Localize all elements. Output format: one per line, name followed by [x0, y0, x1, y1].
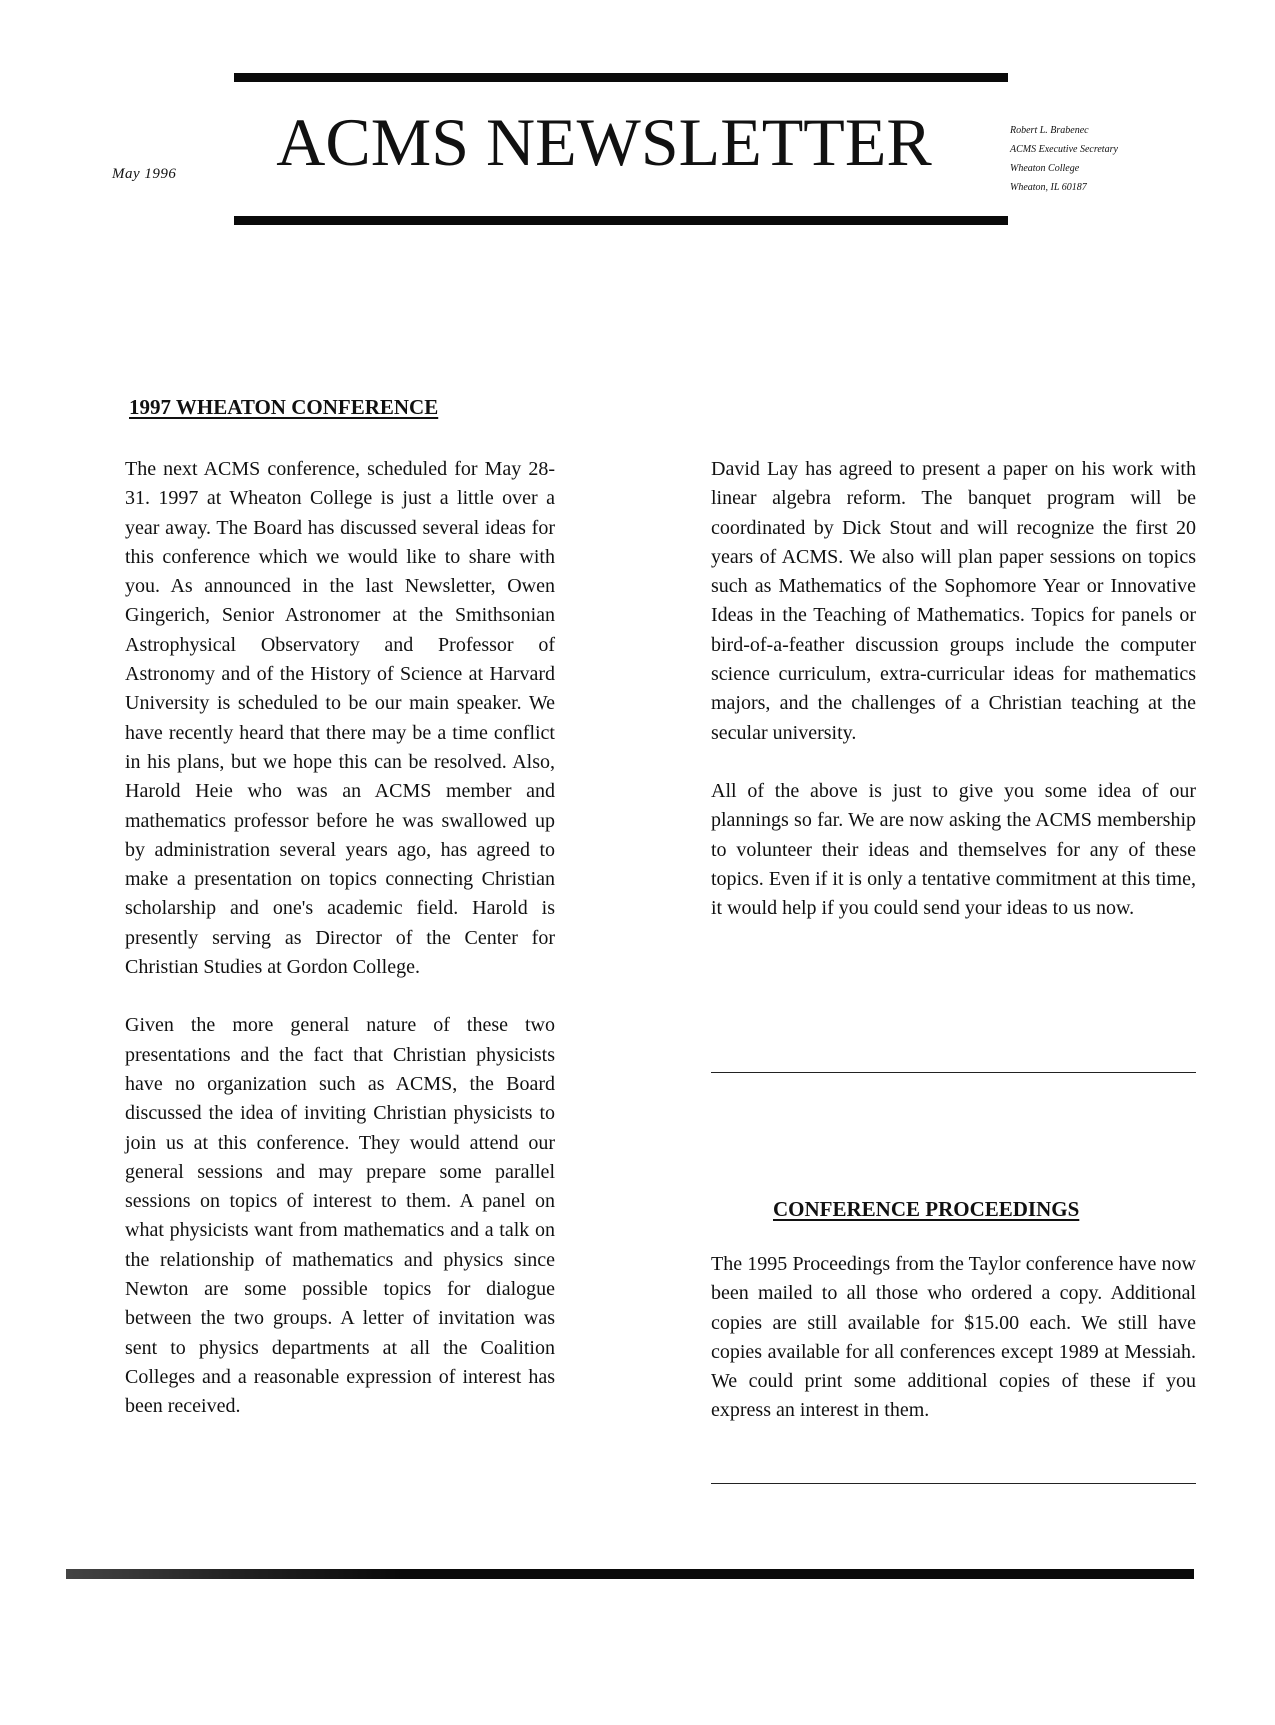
section-divider — [711, 1072, 1196, 1073]
section-title-conference-proceedings: CONFERENCE PROCEEDINGS — [773, 1197, 1080, 1221]
newsletter-title: ACMS NEWSLETTER — [276, 104, 932, 180]
address-line-name: Robert L. Brabenec — [1010, 125, 1089, 136]
issue-date: May 1996 — [112, 166, 177, 182]
masthead-top-rule — [234, 73, 1008, 82]
section-title-wheaton-conference: 1997 WHEATON CONFERENCE — [129, 395, 439, 419]
article-paragraph: Given the more general nature of these two presentations and the fact that Christian physicists have no organization such as ACMS, the Board discussed the idea of inviting Christian physicists to join us at this conference. They would attend our general sessions and may prepare some parallel sessions on topics of interest to them. A panel on what physicists want from mathematics and a talk on the relationship of mathematics and physics since Newton are some possible topics for dialogue between the two groups. A letter of invitation was sent to physics departments at all the Coalition Colleges and a reasonable expression of interest has been received. — [125, 1014, 555, 1418]
footer-rule — [66, 1569, 1194, 1579]
article-paragraph: The next ACMS conference, scheduled for May 28-31. 1997 at Wheaton College is just a little over a year away. The Board has discussed several ideas for this conference which we would like to share with you. As announced in the last Newsletter, Owen Gingerich, Senior Astronomer at the Smithsonian Astrophysical Observatory and Professor of Astronomy and of the History of Science at Harvard University is scheduled to be our main speaker. We have recently heard that there may be a time conflict in his plans, but we hope this can be resolved. Also, Harold Heie who was an ACMS member and mathematics professor before he was swallowed up by administration several years ago, has agreed to make a presentation on topics connecting Christian scholarship and one's academic field. Harold is presently serving as Director of the Center for Christian Studies at Gordon College. — [125, 458, 555, 979]
address-line-city: Wheaton, IL 60187 — [1010, 182, 1087, 193]
proceedings-column — [711, 1250, 1196, 1455]
article-paragraph: All of the above is just to give you some idea of our plannings so far. We are now asking the ACMS membership to volunteer their ideas and themselves for any of these topics. Even if it is only a tentative commitment at this time, it would help if you could send your ideas to us now. — [711, 779, 1196, 920]
section-divider — [711, 1483, 1196, 1484]
address-line-institution: Wheaton College — [1010, 163, 1080, 174]
article-paragraph: The 1995 Proceedings from the Taylor conference have now been mailed to all those who ordered a copy. Additional copies are still available for $15.00 each. We still have copies available for all conferences except 1989 at Messiah. We could print some additional copies of these if you express an interest in them. — [711, 1253, 1196, 1422]
article-column-left — [125, 455, 555, 1451]
article-paragraph: David Lay has agreed to present a paper on his work with linear algebra reform. The banquet program will be coordinated by Dick Stout and will recognize the first 20 years of ACMS. We also will plan paper sessions on topics such as Mathematics of the Sophomore Year or Innovative Ideas in the Teaching of Mathematics. Topics for panels or bird-of-a-feather discussion groups include the computer science curriculum, extra-curricular ideas for mathematics majors, and the challenges of a Christian teaching at the secular university. — [711, 458, 1196, 744]
masthead-address — [1010, 121, 1118, 197]
address-line-role: ACMS Executive Secretary — [1010, 144, 1118, 155]
masthead-bottom-rule — [234, 216, 1008, 225]
article-column-right — [711, 455, 1196, 952]
